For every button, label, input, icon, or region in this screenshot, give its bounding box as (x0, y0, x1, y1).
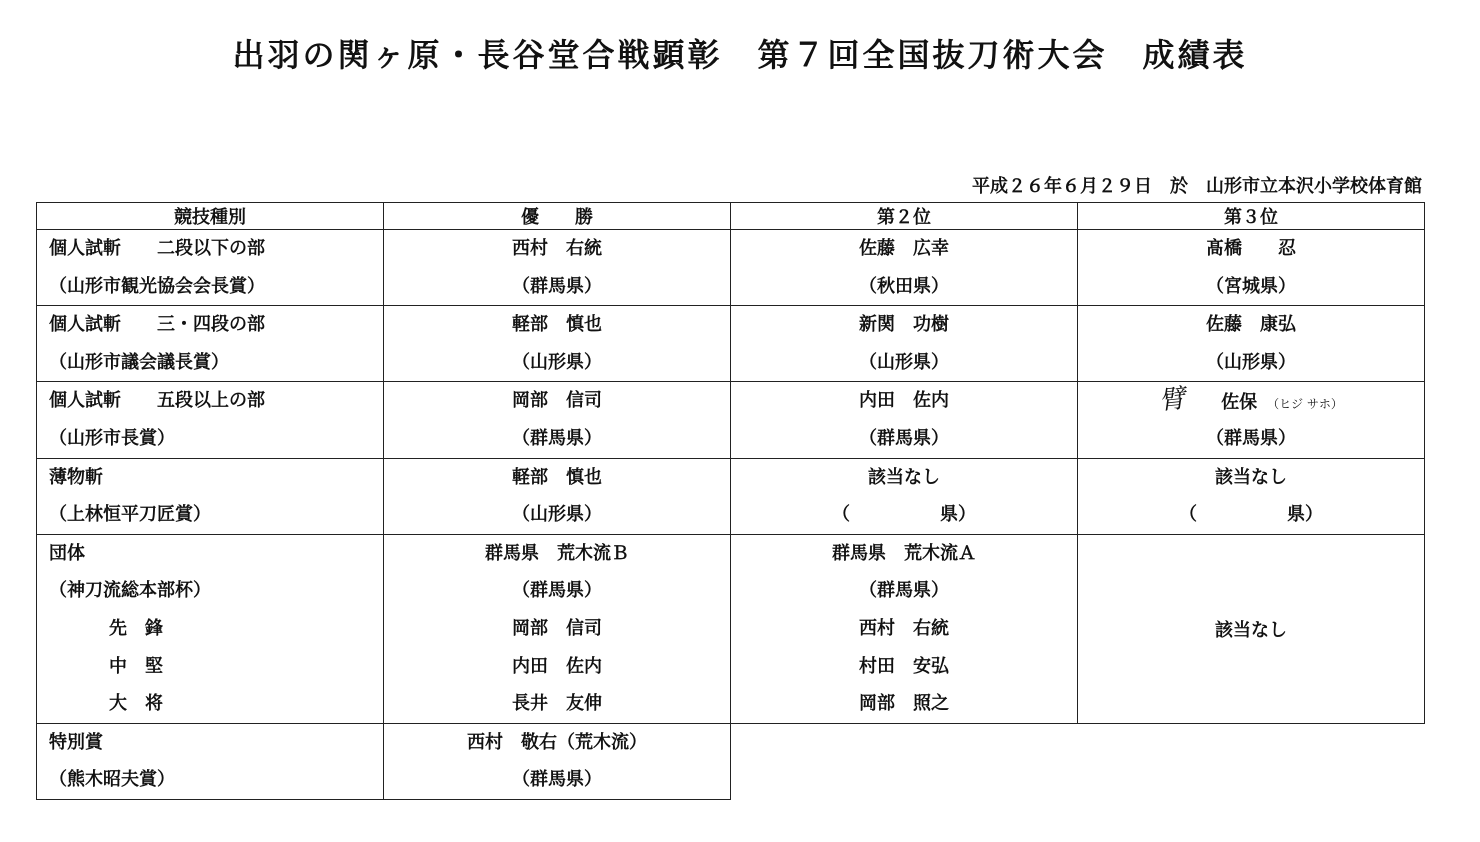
third-cell (1078, 230, 1425, 306)
winner-name: 軽部 慎也 (512, 466, 602, 488)
event-cell (37, 230, 384, 306)
team-member: 村田 安弘 (859, 655, 949, 677)
third-name: 該当なし (1215, 466, 1287, 488)
team-member: 岡部 信司 (512, 617, 602, 639)
third-prefecture: （群馬県） (1206, 427, 1296, 449)
event-name: 団体 (49, 542, 85, 564)
team-member: 長井 友伸 (512, 693, 602, 715)
second-prefecture: （群馬県） (859, 580, 949, 602)
event-cell (37, 382, 384, 458)
event-name: 個人試斬 二段以下の部 (49, 238, 265, 259)
table-row (37, 458, 1425, 534)
event-award: （神刀流総本部杯） (49, 580, 211, 602)
winner-cell (384, 723, 731, 799)
winner-name: 岡部 信司 (512, 390, 602, 412)
third-prefecture: （宮城県） (1206, 275, 1296, 297)
second-cell (731, 458, 1078, 534)
winner-cell (384, 458, 731, 534)
second-cell (731, 306, 1078, 382)
third-cell (1078, 382, 1425, 458)
results-table (36, 202, 1425, 800)
event-name: 個人試斬 三・四段の部 (49, 314, 265, 336)
page-title: 出羽の関ヶ原・長谷堂合戦顕彰 第７回全国抜刀術大会 成績表 (232, 36, 1248, 74)
winner-prefecture: （群馬県） (512, 427, 602, 449)
event-award: （山形市長賞） (49, 427, 175, 449)
team-member: 内田 佐内 (512, 655, 602, 677)
event-cell (37, 534, 384, 723)
team-position-label: 中 堅 (109, 655, 163, 677)
name-reading-annotation: （ヒジ サホ） (1267, 397, 1343, 412)
table-header-row (37, 203, 1425, 230)
second-prefecture: （ 県） (832, 504, 976, 526)
second-cell (731, 382, 1078, 458)
third-cell (1078, 534, 1425, 723)
second-cell (731, 230, 1078, 306)
event-cell (37, 723, 384, 799)
third-name: 佐藤 康弘 (1206, 314, 1296, 336)
second-prefecture: （群馬県） (859, 427, 949, 449)
second-name: 該当なし (868, 466, 940, 488)
third-name-line (1078, 382, 1424, 420)
second-prefecture: （秋田県） (859, 275, 949, 297)
date-venue-line: 平成２６年６月２９日 於 山形市立本沢小学校体育館 (972, 176, 1422, 197)
team-position-label: 先 鋒 (109, 617, 163, 639)
team-member: 岡部 照之 (859, 693, 949, 715)
winner-name: 西村 敬右（荒木流） (467, 731, 647, 753)
winner-prefecture: （群馬県） (512, 275, 602, 297)
handwritten-surname: 臂 (1157, 384, 1187, 417)
second-team: 群馬県 荒木流Ａ (832, 542, 976, 564)
winner-name: 軽部 慎也 (512, 314, 602, 336)
third-cell (1078, 458, 1425, 534)
winner-prefecture: （群馬県） (512, 580, 602, 602)
third-cell (1078, 306, 1425, 382)
winner-name: 西村 右統 (512, 238, 602, 259)
third-none: 該当なし (1215, 619, 1287, 641)
second-name: 新関 功樹 (859, 314, 949, 336)
table-row (37, 230, 1425, 306)
event-award: （上林恒平刀匠賞） (49, 504, 211, 526)
header-third-place: 第３位 (1078, 203, 1425, 230)
winner-prefecture: （群馬県） (512, 769, 602, 791)
event-name: 個人試斬 五段以上の部 (49, 390, 265, 412)
event-name: 薄物斬 (49, 466, 103, 488)
event-name: 特別賞 (49, 731, 103, 753)
event-award: （山形市議会議長賞） (49, 351, 229, 373)
team-member: 西村 右統 (859, 617, 949, 639)
second-name: 佐藤 広幸 (859, 238, 949, 259)
winner-team: 群馬県 荒木流Ｂ (485, 542, 629, 564)
table-row (37, 382, 1425, 458)
header-second-place: 第２位 (731, 203, 1078, 230)
third-prefecture: （ 県） (1179, 504, 1323, 526)
event-award: （熊木昭夫賞） (49, 769, 175, 791)
event-cell (37, 458, 384, 534)
third-name: 佐保 (1221, 392, 1258, 414)
table-row (37, 306, 1425, 382)
table-row (37, 723, 1425, 799)
team-position-label: 大 将 (109, 693, 163, 715)
second-cell (731, 534, 1078, 723)
second-name: 内田 佐内 (859, 390, 949, 412)
third-prefecture: （山形県） (1206, 351, 1296, 373)
winner-cell (384, 306, 731, 382)
winner-prefecture: （山形県） (512, 351, 602, 373)
winner-cell (384, 382, 731, 458)
header-event-type: 競技種別 (37, 203, 384, 230)
event-award: （山形市観光協会会長賞） (49, 275, 265, 297)
third-name: 髙橋 忍 (1206, 238, 1296, 259)
event-cell (37, 306, 384, 382)
second-prefecture: （山形県） (859, 351, 949, 373)
winner-cell (384, 534, 731, 723)
table-row (37, 534, 1425, 723)
header-winner: 優 勝 (384, 203, 731, 230)
winner-cell (384, 230, 731, 306)
winner-prefecture: （山形県） (512, 504, 602, 526)
